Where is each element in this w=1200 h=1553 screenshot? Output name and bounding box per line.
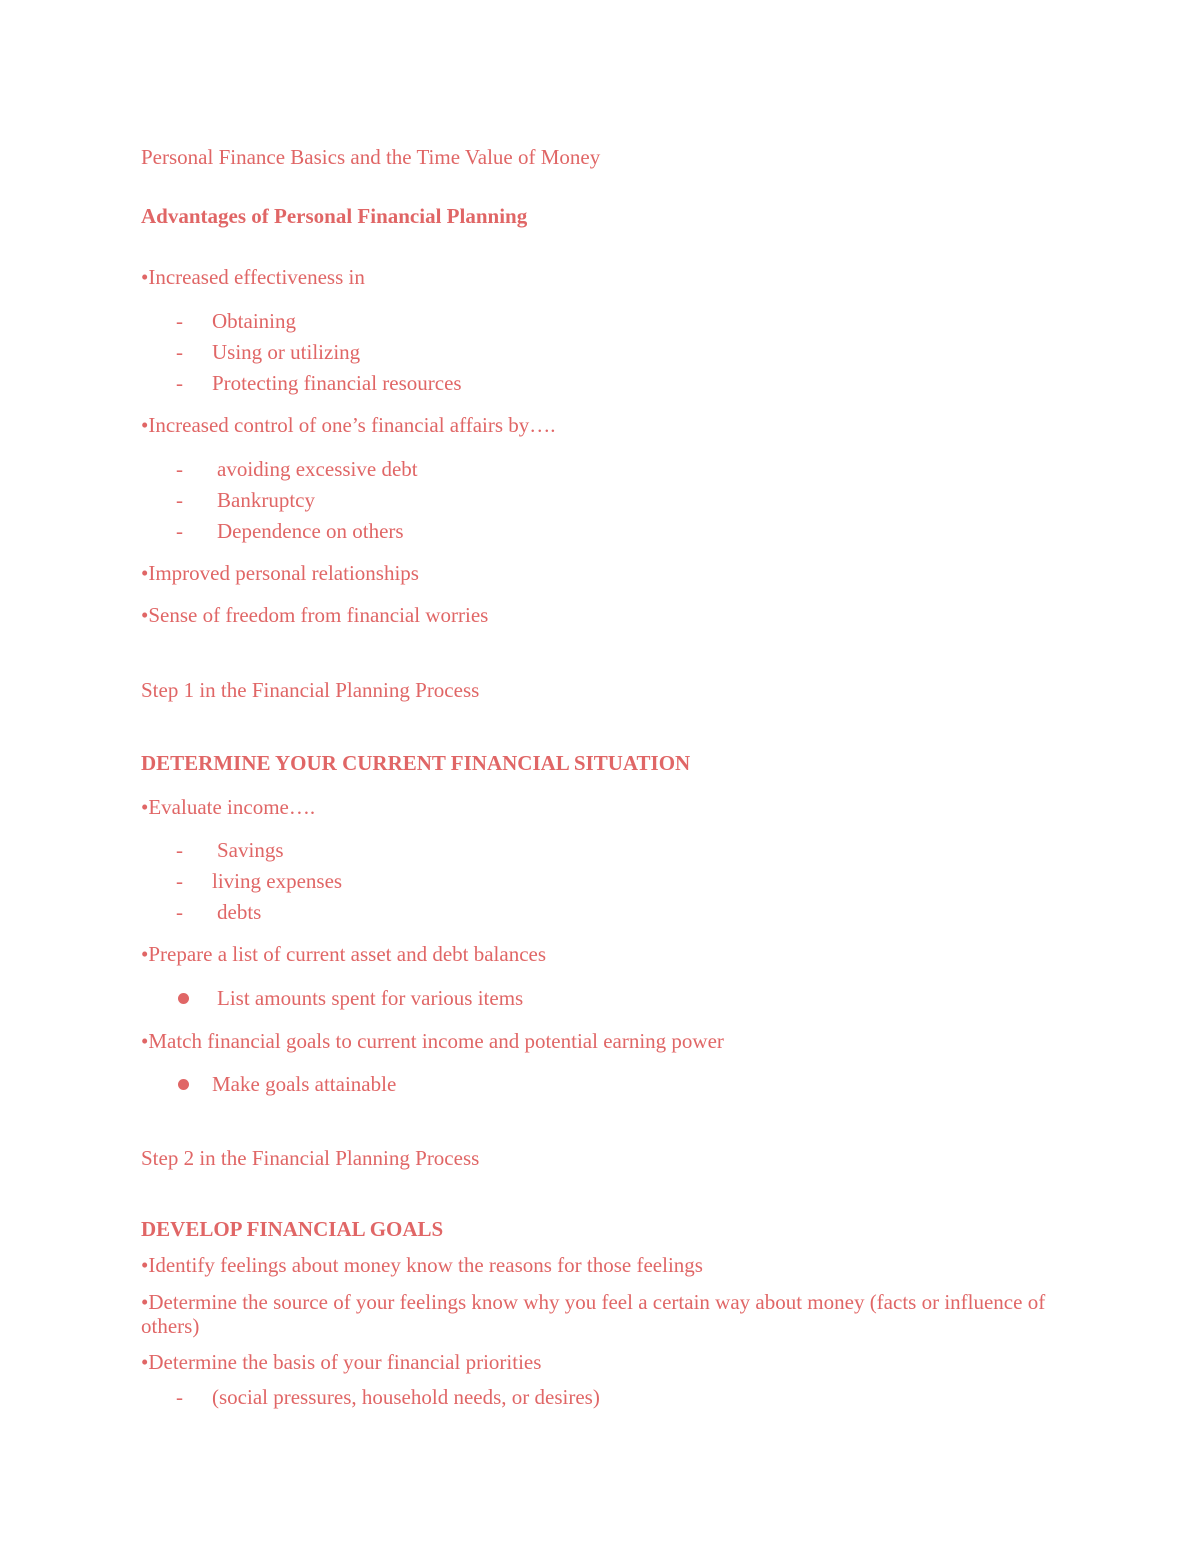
list-item: living expenses [212, 869, 343, 893]
bullet-increased-control: •Increased control of one’s financial affairs by…. [141, 413, 556, 437]
dash-marker: - [176, 869, 183, 893]
bullet-prepare-list: •Prepare a list of current asset and debt balances [141, 942, 547, 966]
bullet-determine-source: •Determine the source of your feelings know why you feel a certain way about money (facts or influence of others) [141, 1290, 1046, 1338]
list-item: List amounts spent for various items [217, 986, 524, 1010]
list-item: Obtaining [212, 309, 296, 333]
dash-marker: - [176, 457, 183, 481]
bullet-identify-feelings: •Identify feelings about money know the reasons for those feelings [141, 1253, 703, 1277]
bullet-evaluate-income: •Evaluate income…. [141, 795, 316, 819]
list-item: Protecting financial resources [212, 371, 462, 395]
list-item: avoiding excessive debt [217, 457, 418, 481]
bullet-sense-of-freedom: •Sense of freedom from financial worries [141, 603, 489, 627]
bullet-dot-icon [178, 993, 189, 1004]
section-heading-determine-situation: DETERMINE YOUR CURRENT FINANCIAL SITUATION [141, 751, 691, 775]
list-item: Make goals attainable [212, 1072, 397, 1096]
dash-marker: - [176, 371, 183, 395]
list-item: (social pressures, household needs, or desires) [212, 1385, 600, 1409]
step-1-label: Step 1 in the Financial Planning Process [141, 678, 480, 702]
list-item: Bankruptcy [217, 488, 315, 512]
dash-marker: - [176, 488, 183, 512]
dash-marker: - [176, 900, 183, 924]
bullet-dot-icon [178, 1079, 189, 1090]
bullet-increased-effectiveness: •Increased effectiveness in [141, 265, 365, 289]
dash-marker: - [176, 1385, 183, 1409]
section-heading-develop-goals: DEVELOP FINANCIAL GOALS [141, 1217, 444, 1241]
bullet-improved-relationships: •Improved personal relationships [141, 561, 419, 585]
list-item: debts [217, 900, 262, 924]
bullet-match-goals: •Match financial goals to current income and potential earning power [141, 1029, 724, 1053]
bullet-determine-basis: •Determine the basis of your financial priorities [141, 1350, 542, 1374]
list-item: Dependence on others [217, 519, 404, 543]
section-heading-advantages: Advantages of Personal Financial Planning [141, 204, 528, 228]
dash-marker: - [176, 519, 183, 543]
document-title: Personal Finance Basics and the Time Value of Money [141, 145, 601, 169]
dash-marker: - [176, 340, 183, 364]
dash-marker: - [176, 309, 183, 333]
dash-marker: - [176, 838, 183, 862]
step-2-label: Step 2 in the Financial Planning Process [141, 1146, 480, 1170]
list-item: Savings [217, 838, 284, 862]
list-item: Using or utilizing [212, 340, 361, 364]
